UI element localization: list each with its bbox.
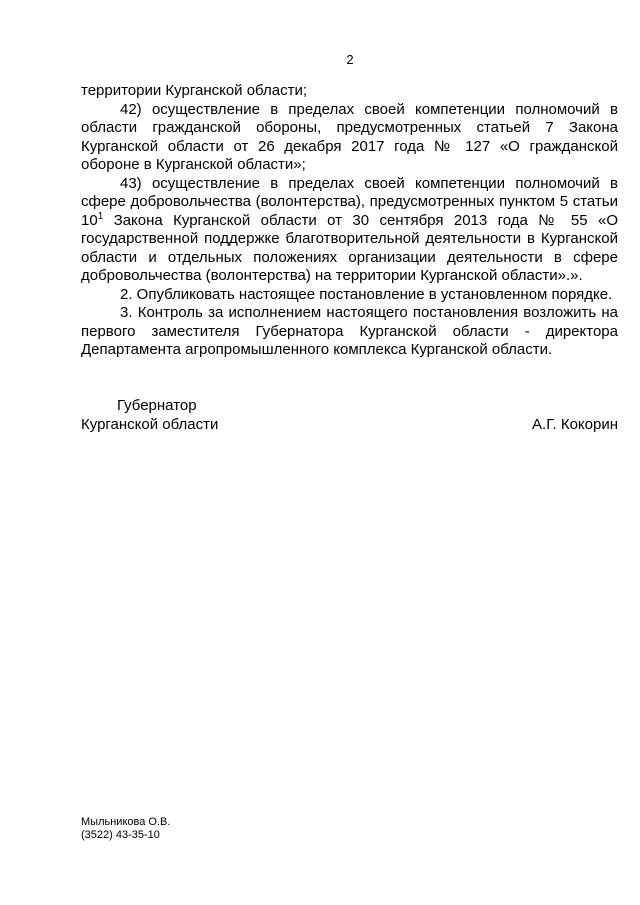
page-number: 2 (346, 52, 354, 67)
paragraph-item-43-part1: 43) осуществление в пределах своей компетенции полномочий в сфере добровольчества (волонтерства), предусмотренных пунктом 5 статьи 10 (81, 174, 618, 229)
executor-info (81, 816, 170, 842)
paragraph-continuation: территории Курганской области; (81, 82, 307, 99)
paragraph-publish: 2. Опубликовать настоящее постановление в установленном порядке. (120, 285, 613, 303)
executor-name: Мыльникова О.В. (81, 816, 171, 828)
signatory-name: А.Г. Кокорин (532, 416, 618, 433)
signature-block (81, 397, 618, 437)
paragraph-item-42: 42) осуществление в пределах своей компетенции полномочий в области гражданской обороны, предусмотренных статьей 7 Закона Курганской области от 26 декабря 2017 года № 127 «О гражданской обороне в Курганской области»; (81, 100, 618, 173)
signatory-region: Курганской области (81, 416, 219, 433)
paragraph-control: 3. Контроль за исполнением настоящего постановления возложить на первого заместителя Губернатора Курганской области - директора Департамента агропромышленного комплекса Курганской области. (81, 304, 618, 358)
paragraph-item-43-part2: Закона Курганской области от 30 сентября 2013 года № 55 «О государственной поддержке благотворительной деятельности в Курганской области и отдельных положениях организации деятельности в сфере добровольчества (волонтерства) на территории Курганской области».». (81, 211, 618, 284)
executor-phone: (3522) 43-35-10 (81, 829, 160, 841)
document-body (81, 82, 618, 360)
paragraph-item-43 (81, 175, 618, 286)
superscript-index: 1 (97, 210, 104, 222)
signatory-title: Губернатор (117, 397, 197, 414)
